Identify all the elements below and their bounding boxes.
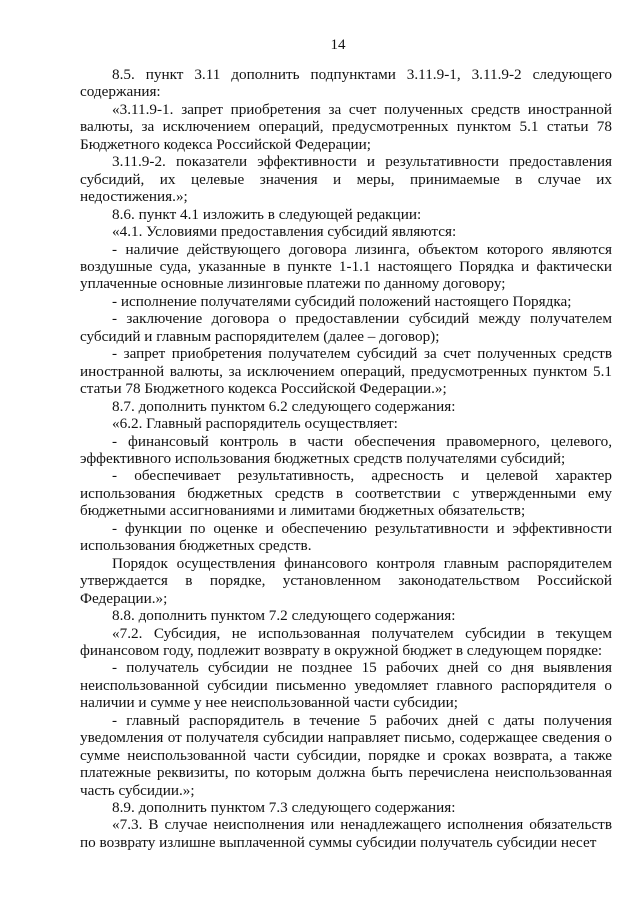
paragraph: «7.3. В случае неисполнения или ненадлежащего исполнения обязательств по возврату излишне выплаченной суммы субсидии получатель субсидии несет — [80, 816, 612, 851]
paragraph: 8.8. дополнить пунктом 7.2 следующего содержания: — [112, 607, 456, 625]
paragraph: - наличие действующего договора лизинга, объектом которого являются воздушные суда, указанные в пункте 1-1.1 настоящего Порядка и фактически уплаченные основные лизинговые платежи по данному договору; — [80, 240, 612, 293]
paragraph: 8.7. дополнить пунктом 6.2 следующего содержания: — [112, 397, 456, 415]
paragraph: 8.5. пункт 3.11 дополнить подпунктами 3.11.9-1, 3.11.9-2 следующего содержания: — [80, 66, 612, 101]
paragraph: - запрет приобретения получателем субсидий за счет полученных средств иностранной валюты, за исключением операций, предусмотренных пунктом 5.1 статьи 78 Бюджетного кодекса Российской Федерации.»; — [80, 345, 612, 398]
paragraph: 8.9. дополнить пунктом 7.3 следующего содержания: — [112, 799, 456, 817]
page-number: 14 — [330, 37, 346, 53]
paragraph: «7.2. Субсидия, не использованная получателем субсидии в текущем финансовом году, подлежит возврату в окружной бюджет в следующем порядке: — [80, 624, 612, 659]
paragraph: «6.2. Главный распорядитель осуществляет: — [112, 415, 398, 433]
paragraph: - обеспечивает результативность, адресность и целевой характер использования бюджетных средств в соответствии с утвержденными ему бюджетными ассигнованиями и лимитами бюджетных обязательств; — [80, 467, 612, 520]
paragraph: - финансовый контроль в части обеспечения правомерного, целевого, эффективного использования бюджетных средств получателями субсидий; — [80, 432, 612, 467]
paragraph: «3.11.9-1. запрет приобретения за счет полученных средств иностранной валюты, за исключением операций, предусмотренных пунктом 5.1 статьи 78 Бюджетного кодекса Российской Федерации; — [80, 100, 612, 153]
paragraph: - заключение договора о предоставлении субсидий между получателем субсидий и главным распорядителем (далее – договор); — [80, 310, 612, 345]
paragraph: «4.1. Условиями предоставления субсидий являются: — [112, 223, 457, 241]
paragraph: 3.11.9-2. показатели эффективности и результативности предоставления субсидий, их целевые значения и меры, принимаемые в случае их недостижения.»; — [80, 153, 612, 206]
paragraph: - главный распорядитель в течение 5 рабочих дней с даты получения уведомления от получателя субсидии направляет письмо, содержащее сведения о сумме неиспользованной части субсидии, порядке и сроках возврата, а также платежные реквизиты, по которым должна быть перечислена неиспользованная часть субсидии.»; — [80, 711, 612, 799]
paragraph: - исполнение получателями субсидий положений настоящего Порядка; — [112, 292, 572, 310]
paragraph: Порядок осуществления финансового контроля главным распорядителем утверждается в порядке, установленном законодательством Российской Федерации.»; — [80, 554, 612, 607]
paragraph: - получатель субсидии не позднее 15 рабочих дней со дня выявления неиспользованной субсидии письменно уведомляет главного распорядителя о наличии и сумме у нее неиспользованной части субсидии; — [80, 659, 612, 712]
paragraph: 8.6. пункт 4.1 изложить в следующей редакции: — [112, 205, 422, 223]
document-body — [80, 66, 612, 851]
paragraph: - функции по оценке и обеспечению результативности и эффективности использования бюджетных средств. — [80, 519, 612, 555]
